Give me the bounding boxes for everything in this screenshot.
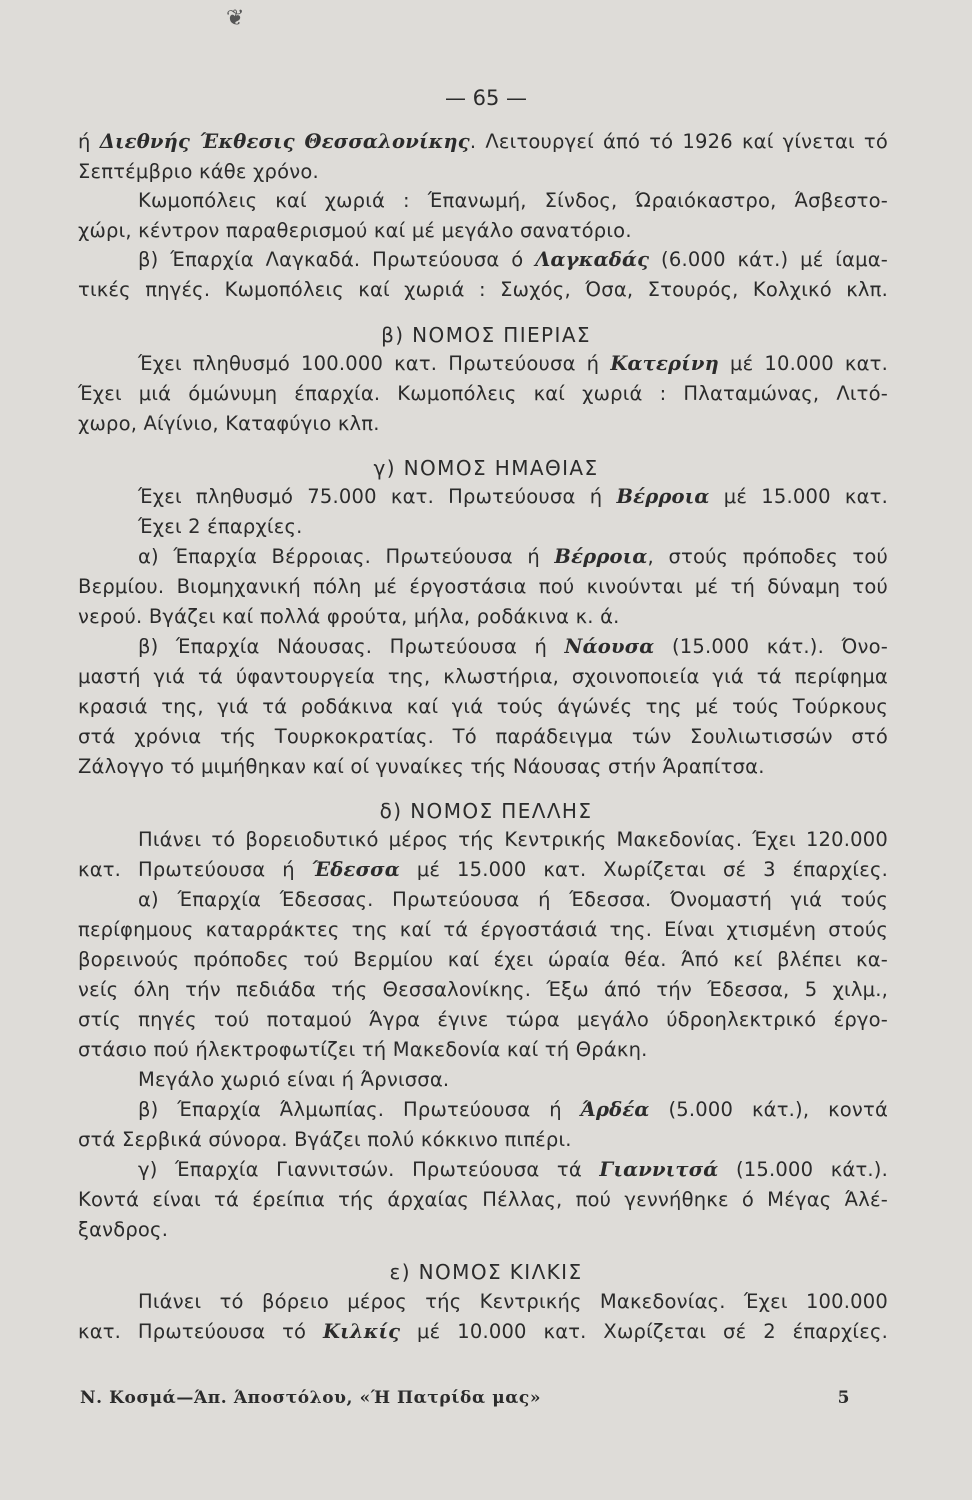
line-text: στάσιο πού ήλεκτροφωτίζει τή Μακεδονία καί τή Θράκη. — [78, 1038, 648, 1061]
line-text: χώρι, κέντρον παραθερισμού καί μέ μεγάλο σανατόριο. — [78, 219, 632, 242]
line-text: Κοντά είναι τά έρείπια τής άρχαίας Πέλλας, πού γεννήθηκε ό Μέγας Άλέ- — [78, 1188, 888, 1211]
line-text: κατ. Πρωτεύουσα ή — [78, 858, 312, 881]
text-line — [78, 217, 888, 245]
line-text: Έχει 2 έπαρχίες. — [138, 515, 303, 538]
text-line — [78, 1318, 888, 1346]
text-line — [78, 916, 888, 944]
line-text-tail: (15.000 κάτ.). — [718, 1158, 889, 1181]
text-line — [78, 1126, 888, 1154]
line-text-tail: μέ 15.000 κατ. Χωρίζεται σέ 3 έπαρχίες. — [399, 858, 888, 881]
line-text: ή — [78, 130, 100, 153]
line-text: γ) Έπαρχία Γιαννιτσών. Πρωτεύουσα τά — [138, 1158, 600, 1181]
text-line — [78, 946, 888, 974]
footer-signature: 5 — [837, 1388, 850, 1408]
ink-blot: ❦ — [226, 6, 245, 31]
text-line — [138, 1156, 888, 1184]
text-line — [78, 723, 888, 751]
text-line — [138, 1066, 888, 1094]
text-line — [78, 976, 888, 1004]
line-text: Μεγάλο χωριό είναι ή Άρνισσα. — [138, 1068, 450, 1091]
text-line — [138, 1288, 888, 1316]
line-text: Βερμίου. Βιομηχανική πόλη μέ έργοστάσια πού κινούνται μέ τή δύναμη τού — [78, 575, 888, 598]
line-text: νερού. Βγάζει καί πολλά φρούτα, μήλα, ροδάκινα κ. ά. — [78, 605, 620, 628]
line-text: Έχει πληθυσμό 75.000 κατ. Πρωτεύουσα ή — [138, 485, 617, 508]
line-text: Πιάνει τό βορειοδυτικό μέρος τής Κεντρικής Μακεδονίας. Έχει 120.000 — [138, 828, 888, 851]
text-line — [138, 513, 888, 541]
text-line — [78, 753, 888, 781]
text-line — [78, 276, 888, 304]
text-line — [138, 246, 888, 274]
text-line — [138, 886, 888, 914]
text-line — [78, 603, 888, 631]
line-text: στά Σερβικά σύνορα. Βγάζει πολύ κόκκινο πιπέρι. — [78, 1128, 572, 1151]
line-text: β) ΝΟΜΟΣ ΠΙΕΡΙΑΣ — [381, 323, 591, 347]
line-text: Κωμοπόλεις καί χωριά : Έπανωμή, Σίνδος, Ώραιόκαστρο, Άσβεστο- — [138, 189, 888, 212]
line-text: τικές πηγές. Κωμοπόλεις καί χωριά : Σωχός, Όσα, Στουρός, Κολχικό κλπ. — [78, 278, 888, 301]
text-line — [78, 128, 888, 156]
line-text-tail: μέ 15.000 κατ. — [709, 485, 888, 508]
text-line — [78, 573, 888, 601]
section-heading — [0, 797, 972, 825]
line-text-tail: (6.000 κάτ.) μέ ίαμα- — [649, 248, 888, 271]
line-text: Έχει πληθυσμό 100.000 κατ. Πρωτεύουσα ή — [138, 352, 611, 375]
section-heading — [0, 454, 972, 482]
emphasized-name: Κιλκίς — [323, 1320, 401, 1343]
text-line — [78, 158, 888, 186]
line-text-tail: μέ 10.000 κατ. — [718, 352, 888, 375]
line-text: χωρο, Αίγίνιο, Καταφύγιο κλπ. — [78, 412, 380, 435]
emphasized-name: Βέρροια — [554, 545, 648, 568]
footer — [80, 1388, 850, 1408]
emphasized-name: Διεθνής Έκθεσις Θεσσαλονίκης — [99, 130, 470, 153]
text-line — [78, 856, 888, 884]
emphasized-name: Γιαννιτσά — [599, 1158, 719, 1181]
line-text: Έχει μιά όμώνυμη έπαρχία. Κωμοπόλεις καί χωριά : Πλαταμώνας, Λιτό- — [78, 382, 888, 405]
line-text-tail: (15.000 κάτ.). Όνο- — [654, 635, 888, 658]
line-text: ξανδρος. — [78, 1218, 169, 1241]
line-text: στά χρόνια τής Τουρκοκρατίας. Τό παράδειγμα τών Σουλιωτισσών στό — [78, 725, 888, 748]
text-line — [78, 410, 888, 438]
line-text: β) Έπαρχία Νάουσας. Πρωτεύουσα ή — [138, 635, 565, 658]
line-text: γ) ΝΟΜΟΣ ΗΜΑΘΙΑΣ — [373, 456, 599, 480]
text-line — [78, 663, 888, 691]
emphasized-name: Βέρροια — [616, 485, 710, 508]
line-text: κατ. Πρωτεύουσα τό — [78, 1320, 324, 1343]
line-text: β) Έπαρχία Λαγκαδά. Πρωτεύουσα ό — [138, 248, 536, 271]
emphasized-name: Νάουσα — [564, 635, 655, 658]
line-text: ε) ΝΟΜΟΣ ΚΙΛΚΙΣ — [389, 1260, 583, 1284]
text-line — [138, 1096, 888, 1124]
line-text: περίφημους καταρράκτες της καί τά έργοστάσιά της. Είναι χτισμένη στούς — [78, 918, 888, 941]
line-text-tail: μέ 10.000 κατ. Χωρίζεται σέ 2 έπαρχίες. — [400, 1320, 888, 1343]
text-line — [138, 633, 888, 661]
text-line — [138, 826, 888, 854]
line-text: β) Έπαρχία Άλμωπίας. Πρωτεύουσα ή — [138, 1098, 581, 1121]
line-text: στίς πηγές τού ποταμού Άγρα έγινε τώρα μεγάλο ύδροηλεκτρικό έργο- — [78, 1008, 888, 1031]
line-text: Σεπτέμβριο κάθε χρόνο. — [78, 160, 319, 183]
emphasized-name: Κατερίνη — [610, 352, 719, 375]
line-text: α) Έπαρχία Βέρροιας. Πρωτεύουσα ή — [138, 545, 555, 568]
emphasized-name: Λαγκαδάς — [535, 248, 650, 271]
text-line — [138, 483, 888, 511]
text-line — [138, 350, 888, 378]
line-text-tail: , στούς πρόποδες τού — [647, 545, 888, 568]
line-text: δ) ΝΟΜΟΣ ΠΕΛΛΗΣ — [379, 799, 593, 823]
emphasized-name: Άρδέα — [580, 1098, 650, 1121]
text-line — [78, 1006, 888, 1034]
line-text: βορεινούς πρόποδες τού Βερμίου καί έχει ώραία θέα. Άπό κεί βλέπει κα- — [78, 948, 888, 971]
text-line — [78, 1216, 888, 1244]
line-text: Πιάνει τό βόρειο μέρος τής Κεντρικής Μακεδονίας. Έχει 100.000 — [138, 1290, 888, 1313]
section-heading — [0, 321, 972, 349]
text-line — [78, 380, 888, 408]
emphasized-name: Έδεσσα — [311, 858, 400, 881]
line-text: μαστή γιά τά ύφαντουργεία της, κλωστήρια, σχοινοποιεία γιά τά περίφημα — [78, 665, 888, 688]
page-number: — 65 — — [444, 86, 528, 110]
line-text: α) Έπαρχία Έδεσσας. Πρωτεύουσα ή Έδεσσα. Όνομαστή γιά τούς — [138, 888, 888, 911]
line-text: Ζάλογγο τό μιμήθηκαν καί οί γυναίκες τής Νάουσας στήν Άραπίτσα. — [78, 755, 765, 778]
line-text-tail: (5.000 κάτ.), κοντά — [649, 1098, 888, 1121]
text-line — [78, 1186, 888, 1214]
line-text: κρασιά της, γιά τά ροδάκινα καί γιά τούς άγώνές της μέ τούς Τούρκους — [78, 695, 888, 718]
line-text-tail: . Λειτουργεί άπό τό 1926 καί γίνεται τό — [469, 130, 888, 153]
text-line — [138, 543, 888, 571]
text-line — [138, 187, 888, 215]
footer-author: Ν. Κοσμά—Άπ. Άποστόλου, «Ή Πατρίδα μας» — [80, 1388, 542, 1408]
text-line — [78, 693, 888, 721]
line-text: νείς όλη τήν πεδιάδα τής Θεσσαλονίκης. Έξω άπό τήν Έδεσσα, 5 χιλμ., — [78, 978, 888, 1001]
section-heading — [0, 1258, 972, 1286]
text-line — [78, 1036, 888, 1064]
